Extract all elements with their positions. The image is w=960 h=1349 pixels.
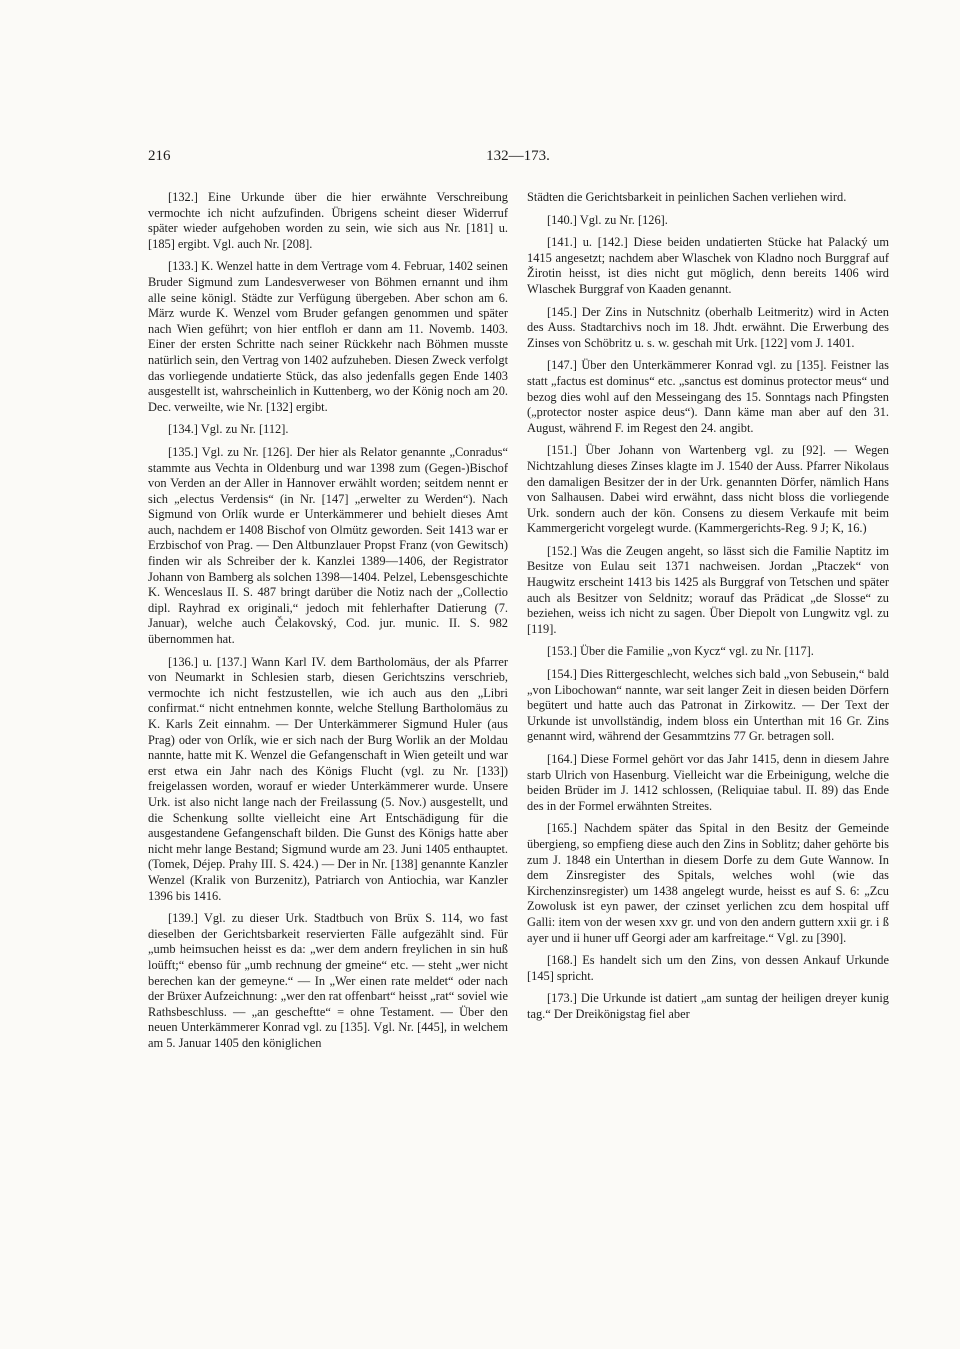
note-153: [153.] Über die Familie „von Kycz“ vgl. zu Nr. [117]. [547,644,814,659]
note-140: [140.] Vgl. zu Nr. [126]. [547,212,668,227]
left-column [148,190,508,1058]
note-164: [164.] Diese Formel gehört vor das Jahr 1415, denn in diesem Jahre starb Ulrich von Hasenburg. Vielleicht war die Erbeinigung, welche die beiden Brüder im J. 1412 schlossen, (Reliquiae tabul. II. 89) das Ende des in der Formel erwähnten Streites. [527,752,889,813]
note-151: [151.] Über Johann von Wartenberg vgl. zu [92]. — Wegen Nichtzahlung dieses Zinses klagte im J. 1540 der Auss. Pfarrer Nikolaus den damaligen Besitzer der in der Urk. genannten Dörfer, nämlich Hans von Salhausen. Dabei wird erwähnt, dass nicht bloss die vorliegende Urk. sondern auch der kön. Consens zu diesem Verkaufe mit beim Kammergericht vorgelegt wurde. (Kammergerichts-Reg. 9 J; K, 16.) [527,443,889,536]
page-number: 216 [148,148,171,164]
note-135: [135.] Vgl. zu Nr. [126]. Der hier als Relator genannte „Conradus“ stammte aus Vechta in Oldenburg und war 1398 zum (Gegen-)Bischof von Verden an der Aller in Hannover erwählt worden; seitdem nennt er sich „electus Verdensis“ (in Nr. [147] „erwelter zu Werden“). Nach Sigmund von Orlík wurde er Unterkämmerer und behielt dieses Amt auch, nachdem er 1408 Bischof von Olmütz geworden. Seit 1413 war er Erzbischof von Prag. — Den Altbunzlauer Propst Franz (von Gewitsch) finden wir als Schreiber der k. Kanzlei 1389—1406, der Registrator Johann von Bamberg als solchen 1398—1404. Pelzel, Lebensgeschichte K. Wenceslaus II. S. 487 bringt darüber die Notiz nach der „Collectio dipl. Rayhrad ex originali,“ jedoch mit fehlerhafter Datierung (7. Januar), welche auch Čelakovský, Cod. jur. munic. II. S. 982 übernommen hat. [148,444,508,647]
note-136-137: [136.] u. [137.] Wann Karl IV. dem Bartholomäus, der als Pfarrer von Neumarkt in Schlesien starb, diesen Gerichtszins verschrieb, vermochte ich nicht festzustellen, wie ich auch aus den „Libri confirmat.“ nicht entnehmen konnte, welche Stellung Bartholomäus zu K. Karls Zeit einnahm. — Der Unterkämmerer Sigmund Huler (aus Prag) oder von Orlík, wie er sich nach der Burg Worlik an der Moldau nannte, hatte mit K. Wenzel die Gefangenschaft in Wien geteilt und war erst etwa ein Jahr nach des Königs Flucht (vgl. zu Nr. [133]) freigelassen worden, worauf er wieder Unterkämmerer wurde. Unsere Urk. ist also nicht lange nach der Freilassung (5. Nov.) ausgestellt, und die Schenkung sollte vielleicht eine Art Entschädigung für die ausgestandene Gefangenschaft bilden. Die Gunst des Königs hatte aber nicht mehr lange Bestand; Sigmund wurde am 23. Juni 1405 enthauptet. (Tomek, Déjep. Prahy III. S. 424.) — Der in Nr. [138] genannte Kanzler Wenzel (Kralik von Burzenitz), Patriarch von Antiochia, war Kanzler 1396 bis 1416. [148,654,508,903]
note-141-142: [141.] u. [142.] Diese beiden undatierten Stücke hat Palacký um 1415 angesetzt; nachdem aber Wlaschek von Kladno noch Burggraf auf Žirotin heisst, ist dies nicht gut möglich, denn bereits 1406 wird Wlaschek Burggraf von Kaaden genannt. [527,235,889,296]
note-139: [139.] Vgl. zu dieser Urk. Stadtbuch von Brüx S. 114, wo fast dieselben der Gerichtsbarkeit reservierten Fälle aufgezählt sind. Für „umb heimsuchen heisst es da: „wer dem andern freylichen in sin huß loüfft;“ ebenso für „umb rechnung der gmeine“ etc. — steht „wer nicht berechen kan der gemeyne.“ — In „Wer einen rate meldet“ oder nach der Brüxer Aufzeichnung: „wer den rat offenbart“ heisst „rat“ soviel wie Rathsbeschluss. — „an gescheftte“ = ohne Testament. — Über den neuen Unterkämmerer Konrad vgl. zu [135]. Vgl. Nr. [445], in welchem am 5. Januar 1405 den königlichen [148,911,508,1050]
note-147: [147.] Über den Unterkämmerer Konrad vgl. zu [135]. Feistner las statt „factus est dominus“ etc. „sanctus est dominus protector meus“ und bezog dies wohl auf den Messeingang des 15. Sonntags nach Pfingsten („protector noster aspice deus“). Dann käme man aber auf den 31. August, während F. im Regest den 24. angibt. [527,358,889,435]
note-168: [168.] Es handelt sich um den Zins, von dessen Ankauf Urkunde [145] spricht. [527,953,889,983]
note-154: [154.] Dies Rittergeschlecht, welches sich bald „von Sebusein,“ bald „von Libochowan“ nannte, war seit langer Zeit in diesen beiden Dörfern begütert und hatte auch das Patronat in Zirkowitz. — Der Text der Urkunde ist unvollständig, indem bloss ein Unterthan mit 16 Gr. Zins genannt wird, während der Gesammtzins 77 Gr. betragen soll. [527,667,889,744]
note-173: [173.] Die Urkunde ist datiert „am suntag der heiligen dreyer kunig tag.“ Der Dreikönigstag fiel aber [527,991,889,1021]
note-132: [132.] Eine Urkunde über die hier erwähnte Verschreibung vermochte ich nicht aufzufinden. Übrigens scheint dieser Widerruf später wieder aufgehoben worden zu sein, wie sich aus Nr. [181] u. [185] ergibt. Vgl. auch Nr. [208]. [148,190,508,251]
right-column [527,190,889,1030]
note-134: [134.] Vgl. zu Nr. [112]. [168,422,289,437]
page-range: 132—173. [486,148,550,164]
page-header [148,148,888,172]
note-145: [145.] Der Zins in Nutschnitz (oberhalb Leitmeritz) wird in Acten des Auss. Stadtarchivs noch im 18. Jhdt. erwähnt. Die Erwerbung des Zinses von Schöbritz u. s. w. geschah mit Urk. [122] vom J. 1401. [527,304,889,350]
note-133: [133.] K. Wenzel hatte in dem Vertrage vom 4. Februar, 1402 seinen Bruder Sigmund zum Landesverweser von Böhmen ernannt und ihm alle seine königl. Städte zur Verfügung übergeben. Aber schon am 6. März wurde K. Wenzel vom Bruder gefangen genommen und später nach Wien geführt; von hier entfloh er dann am 11. Novemb. 1403. Einer der ersten Schritte nach seiner Rückkehr nach Böhmen musste natürlich sein, den Vertrag von 1402 aufzuheben. Diesen Zweck verfolgt das vorliegende undatierte Stück, das also jedenfalls gegen Ende 1403 ausgestellt ist, wahrscheinlich in Kuttenberg, wo der König noch am 20. Dec. verweilte, wie Nr. [132] ergibt. [148,259,509,414]
note-139-continued: Städten die Gerichtsbarkeit in peinlichen Sachen verliehen wird. [527,190,847,204]
note-165: [165.] Nachdem später das Spital in den Besitz der Gemeinde übergieng, so empfieng diese auch den Zins in Soblitz; daher gehörte bis zum J. 1848 ein Unterthan in diesem Dorfe zu dem Gute Wannow. In dem Zinsregister des Spitals, welches wohl (wie das Kirchenzinsregister) um 1438 angelegt wurde, heisst es auf S. 6: „Zcu Zowolusk ist eyn pawer, der czinset yerlichen zcu dem hospital uff Galli: item von der wesen xxv gr. und von den andern guttern xxii gr. i ß ayer und ii huner uff Georgi ader am karfreitage.“ Vgl. zu [390]. [527,821,889,945]
note-152: [152.] Was die Zeugen angeht, so lässt sich die Familie Naptitz im Besitze von Eulau seit 1371 nachweisen. Jordan „Ptaczek“ von Haugwitz erscheint 1413 bis 1425 als Burggraf von Tetschen und später auch als Besitzer von Seldnitz; worauf das Prädicat „de Slosse“ zu beziehen, weiss ich nicht zu sagen. Über Diepolt von Lungwitz vgl. zu [119]. [527,543,889,636]
